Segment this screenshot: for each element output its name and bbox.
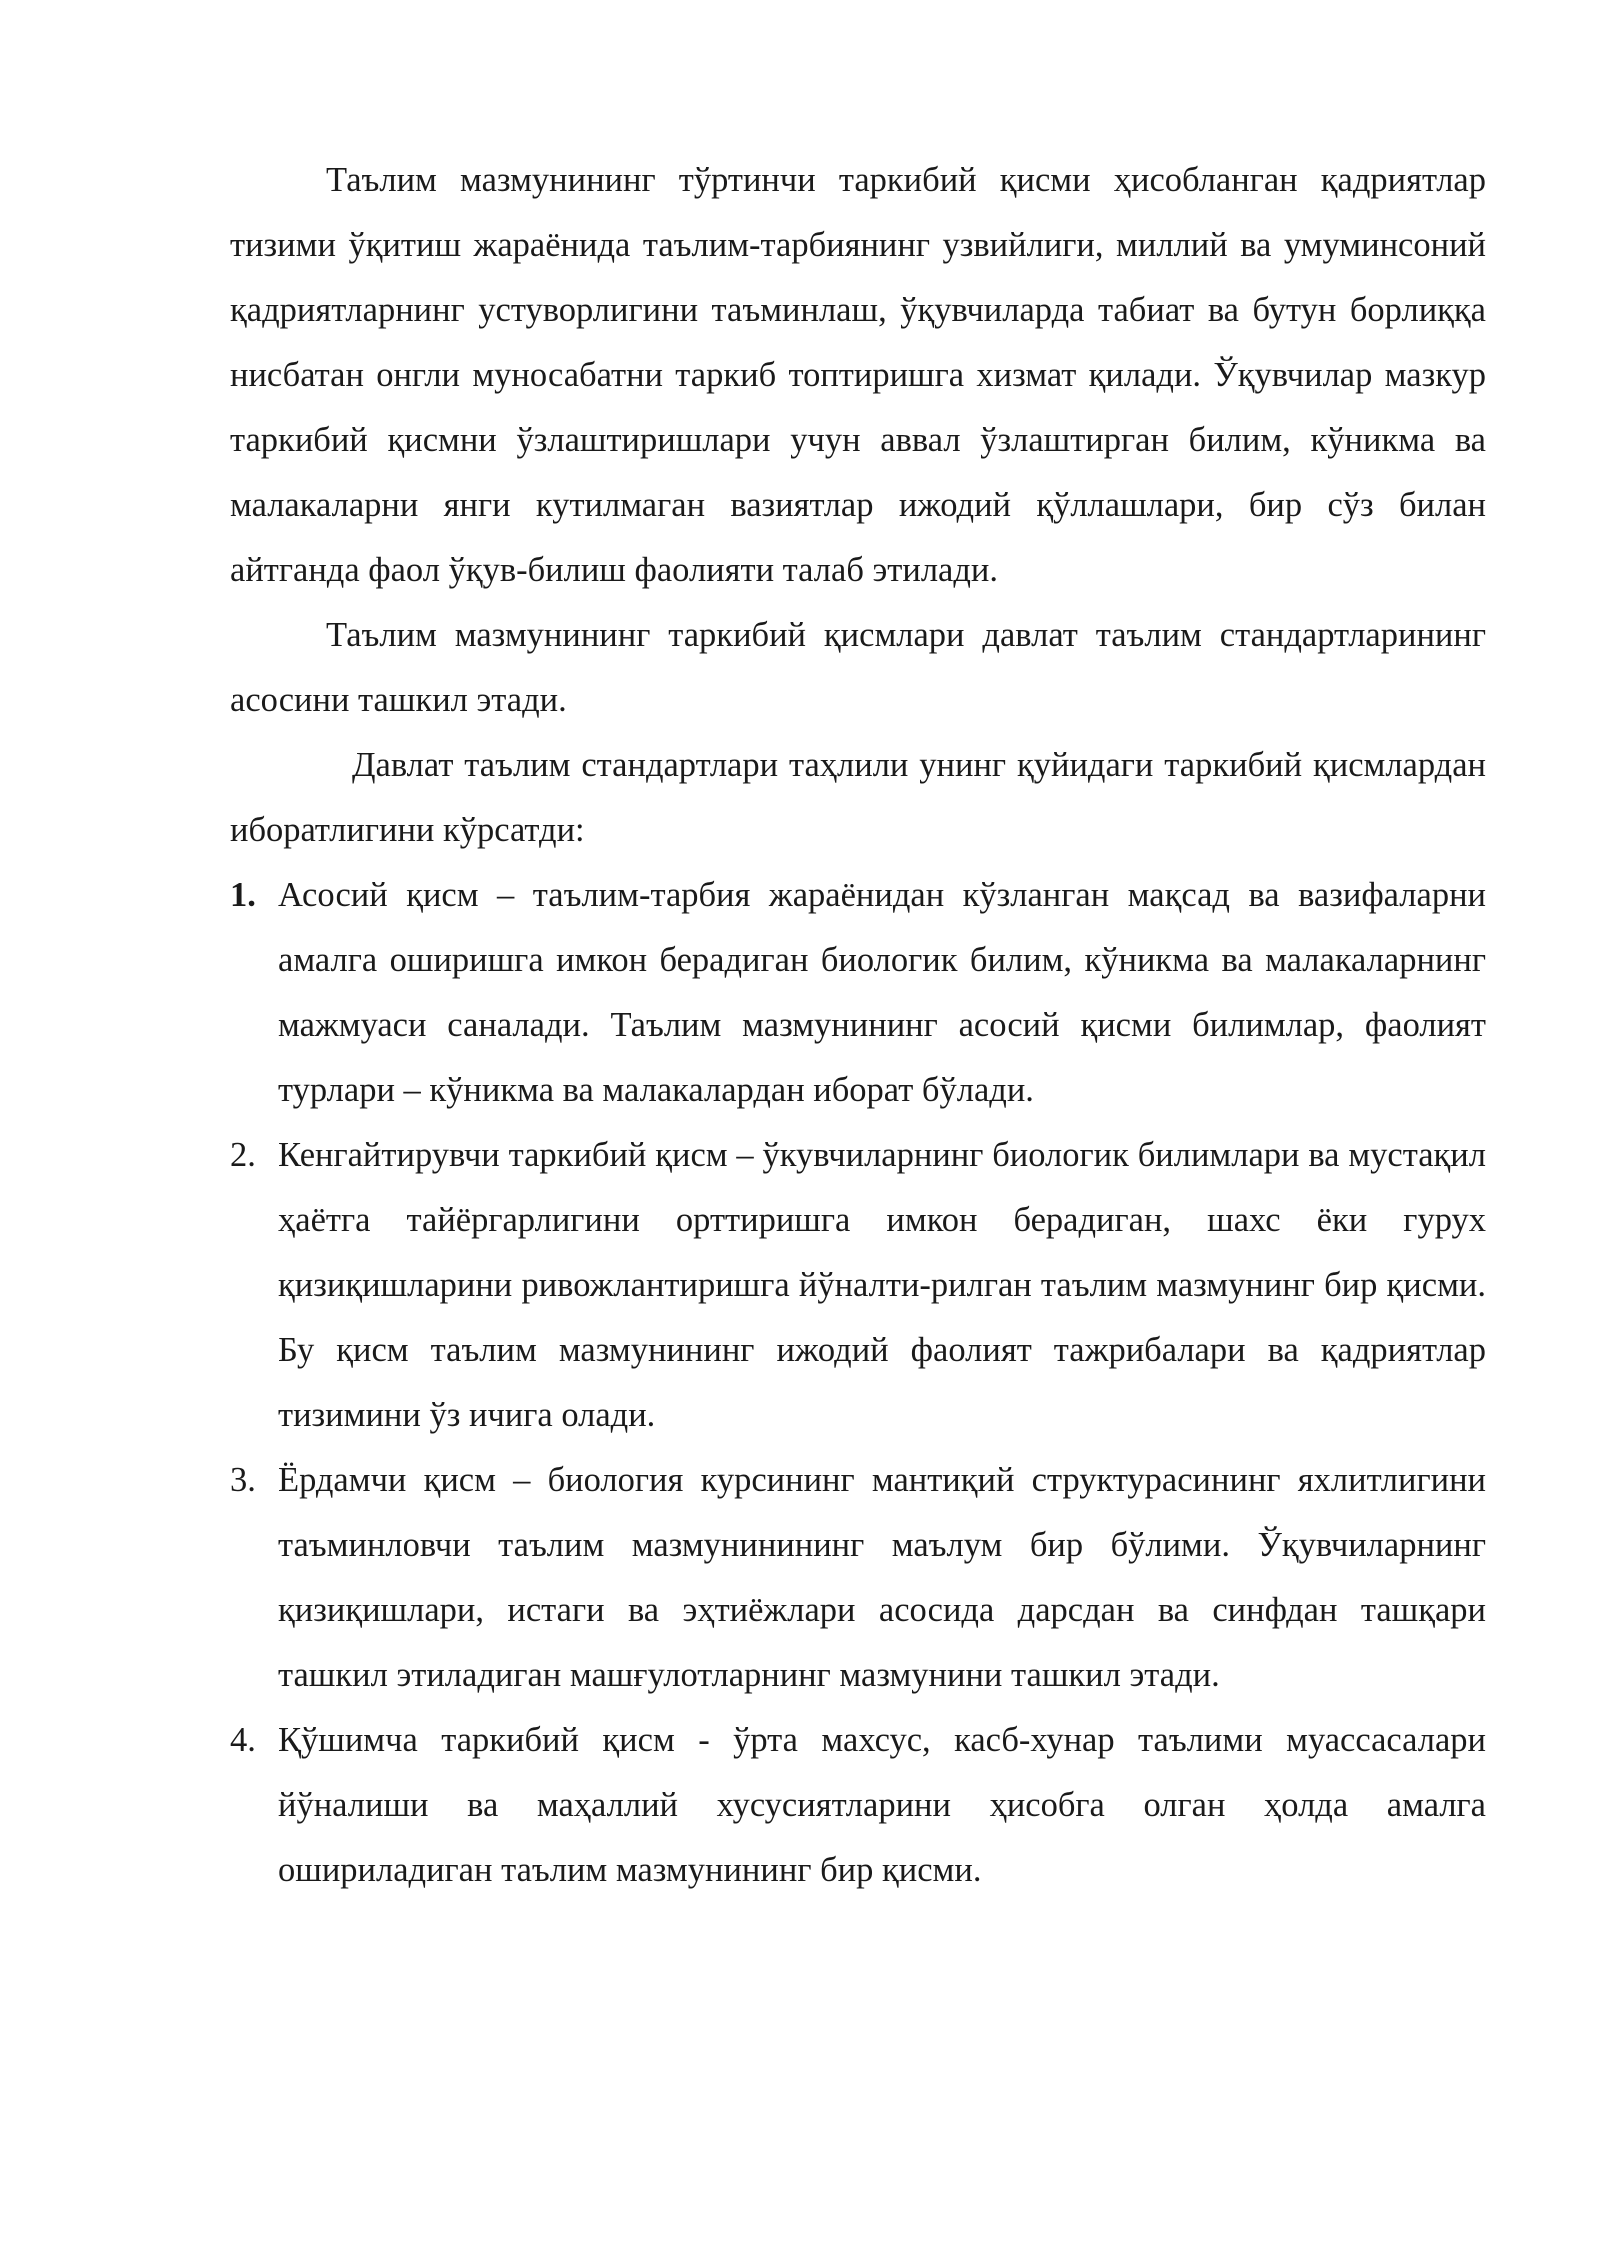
list-item-text: Қўшимча таркибий қисм - ўрта махсус, касб-хунар таълими муассасалари йўналиши ва маҳаллий хусусиятларини ҳисобга олган ҳолда амалга ошириладиган таълим мазмунининг бир қисми. (278, 1721, 1486, 1889)
paragraph-2: Таълим мазмунининг таркибий қисмлари давлат таълим стандартларининг асосини ташкил этади. (230, 616, 1486, 719)
document-page (230, 148, 1486, 1903)
list-number: 4. (230, 1721, 256, 1759)
paragraph-1: Таълим мазмунининг тўртинчи таркибий қисми ҳисобланган қадриятлар тизими ўқитиш жараёнида таълим-тарбиянинг узвийлиги, миллий ва умуминсоний қадриятларнинг устуворлигини таъминлаш, ўқувчиларда табиат ва бутун борлиққа нисбатан онгли муносабатни таркиб топтиришга хизмат қилади. Ўқувчилар мазкур таркибий қисмни ўзлаштиришлари учун аввал ўзлаштирган билим, кўникма ва малакаларни янги кутилмаган вазиятлар ижодий қўллашлари, бир сўз билан айтганда фаол ўқув-билиш фаолияти талаб этилади. (230, 161, 1486, 589)
list-item-2 (230, 1123, 1486, 1448)
list-item-4 (230, 1708, 1486, 1903)
list-item-text: Ёрдамчи қисм – биология курсининг мантиқий структурасининг яхлитлигини таъминловчи таълим мазмунинининг маълум бир бўлими. Ўқувчиларнинг қизиқишлари, истаги ва эҳтиёжлари асосида дарсдан ва синфдан ташқари ташкил этиладиган машғулотларнинг мазмунини ташкил этади. (278, 1461, 1486, 1694)
numbered-list (230, 863, 1486, 1903)
list-number: 2. (230, 1136, 256, 1174)
paragraph-3: Давлат таълим стандартлари таҳлили унинг қуйидаги таркибий қисмлардан иборатлигини кўрсатди: (230, 746, 1486, 849)
list-item-text: Асосий қисм – таълим-тарбия жараёнидан кўзланган мақсад ва вазифаларни амалга оширишга имкон берадиган биологик билим, кўникма ва малакаларнинг мажмуаси саналади. Таълим мазмунининг асосий қисми билимлар, фаолият турлари – кўникма ва малакалардан иборат бўлади. (278, 876, 1486, 1109)
list-item-1 (230, 863, 1486, 1123)
list-item-text: Кенгайтирувчи таркибий қисм – ўкувчиларнинг биологик билимлари ва мустақил ҳаётга тайёргарлигини орттиришга имкон берадиган, шахс ёки гурух қизиқишларини ривожлантиришга йўналти-рилган таълим мазмунинг бир қисми. Бу қисм таълим мазмунининг ижодий фаолият тажрибалари ва қадриятлар тизимини ўз ичига олади. (278, 1136, 1486, 1434)
list-number: 1. (230, 876, 256, 914)
list-item-3 (230, 1448, 1486, 1708)
list-number: 3. (230, 1461, 256, 1499)
